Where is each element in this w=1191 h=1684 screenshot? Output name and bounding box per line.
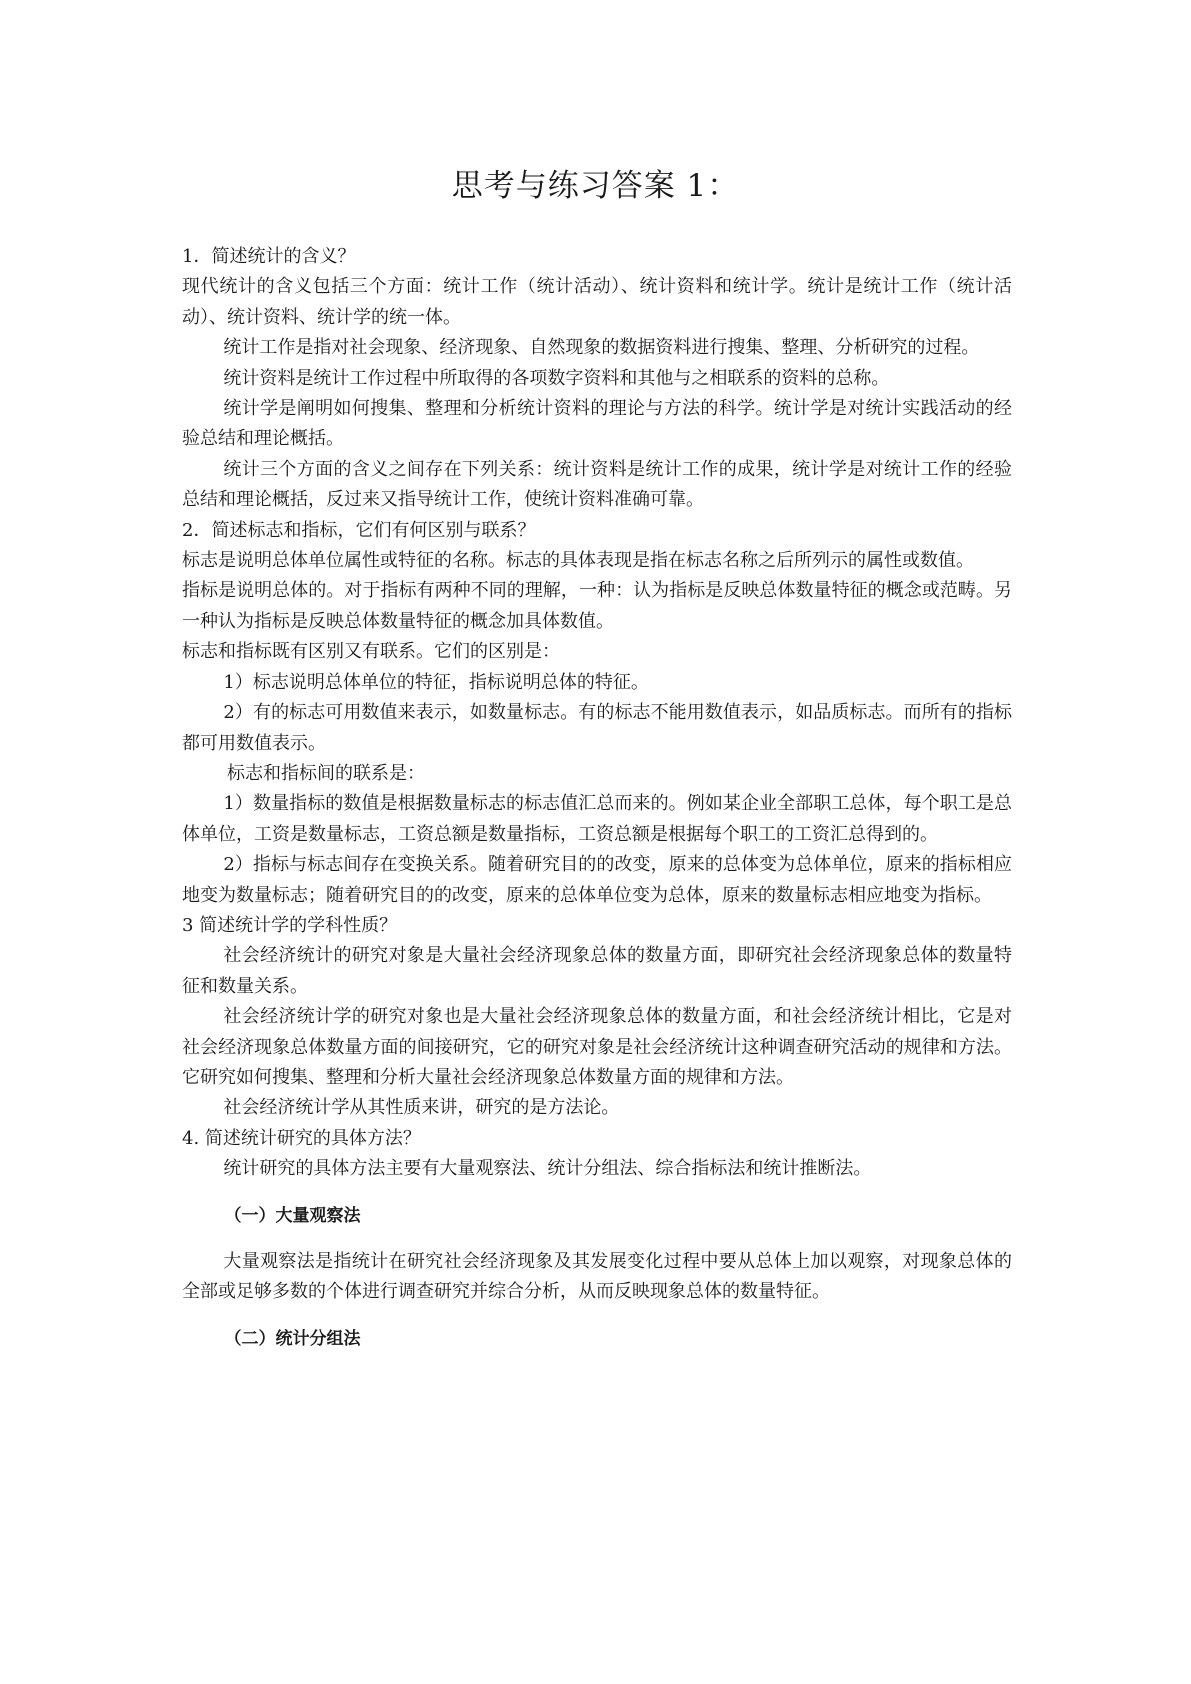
paragraph: 标志是说明总体单位属性或特征的名称。标志的具体表现是指在标志名称之后所列示的属性或数值。 (182, 550, 974, 572)
paragraph: 统计工作是指对社会现象、经济现象、自然现象的数据资料进行搜集、整理、分析研究的过程。 (223, 337, 980, 359)
list-item: 2）有的标志可用数值来表示，如数量标志。有的标志不能用数值表示，如品质标志。而所有的指标都可用数值表示。 (182, 702, 1012, 754)
section-heading: （一）大量观察法 (224, 1205, 361, 1226)
paragraph: 社会经济统计学从其性质来讲，研究的是方法论。 (223, 1097, 620, 1119)
paragraph: 大量观察法是指统计在研究社会经济现象及其发展变化过程中要从总体上加以观察，对现象总体的全部或足够多数的个体进行调查研究并综合分析，从而反映现象总体的数量特征。 (182, 1251, 1012, 1303)
paragraph: 现代统计的含义包括三个方面：统计工作（统计活动）、统计资料和统计学。统计是统计工作（统计活动）、统计资料、统计学的统一体。 (182, 276, 1012, 328)
list-item: 2）指标与标志间存在变换关系。随着研究目的的改变，原来的总体变为总体单位，原来的指标相应地变为数量标志；随着研究目的的改变，原来的总体单位变为总体，原来的数量标志相应地变为指标。 (182, 854, 1012, 906)
question-2: 2．简述标志和指标，它们有何区别与联系？ (182, 519, 536, 541)
paragraph: 社会经济统计的研究对象是大量社会经济现象总体的数量方面，即研究社会经济现象总体的数量特征和数量关系。 (182, 945, 1012, 997)
document-body (182, 242, 1012, 1354)
paragraph: 标志和指标既有区别又有联系。它们的区别是： (182, 641, 560, 663)
question-1: 1．简述统计的含义？ (182, 246, 356, 267)
question-3: 3 简述统计学的学科性质？ (182, 914, 398, 936)
document-title: 思考与练习答案 1： (451, 168, 740, 204)
paragraph: 统计资料是统计工作过程中所取得的各项数字资料和其他与之相联系的资料的总称。 (223, 367, 890, 389)
paragraph: 社会经济统计学的研究对象也是大量社会经济现象总体的数量方面，和社会经济统计相比，它是对社会经济现象总体数量方面的间接研究，它的研究对象是社会经济统计这种调查研究活动的规律和方法。它研究如何搜集、整理和分析大量社会经济现象总体数量方面的规律和方法。 (182, 1006, 1012, 1088)
section-heading: （二）统计分组法 (224, 1328, 361, 1349)
list-item: 1）数量指标的数值是根据数量标志的标志值汇总而来的。例如某企业全部职工总体，每个职工是总体单位，工资是数量标志，工资总额是数量指标，工资总额是根据每个职工的工资汇总得到的。 (182, 793, 1012, 845)
question-4: 4. 简述统计研究的具体方法？ (182, 1127, 421, 1149)
paragraph: 统计学是阐明如何搜集、整理和分析统计资料的理论与方法的科学。统计学是对统计实践活动的经验总结和理论概括。 (182, 398, 1012, 450)
paragraph: 标志和指标间的联系是： (227, 762, 425, 784)
paragraph: 指标是说明总体的。对于指标有两种不同的理解，一种：认为指标是反映总体数量特征的概念或范畴。另一种认为指标是反映总体数量特征的概念加具体数值。 (182, 580, 1012, 632)
list-item: 1）标志说明总体单位的特征，指标说明总体的特征。 (223, 671, 649, 693)
paragraph: 统计三个方面的含义之间存在下列关系：统计资料是统计工作的成果，统计学是对统计工作的经验总结和理论概括，反过来又指导统计工作，使统计资料准确可靠。 (182, 458, 1012, 511)
paragraph: 统计研究的具体方法主要有大量观察法、统计分组法、综合指标法和统计推断法。 (223, 1158, 872, 1180)
